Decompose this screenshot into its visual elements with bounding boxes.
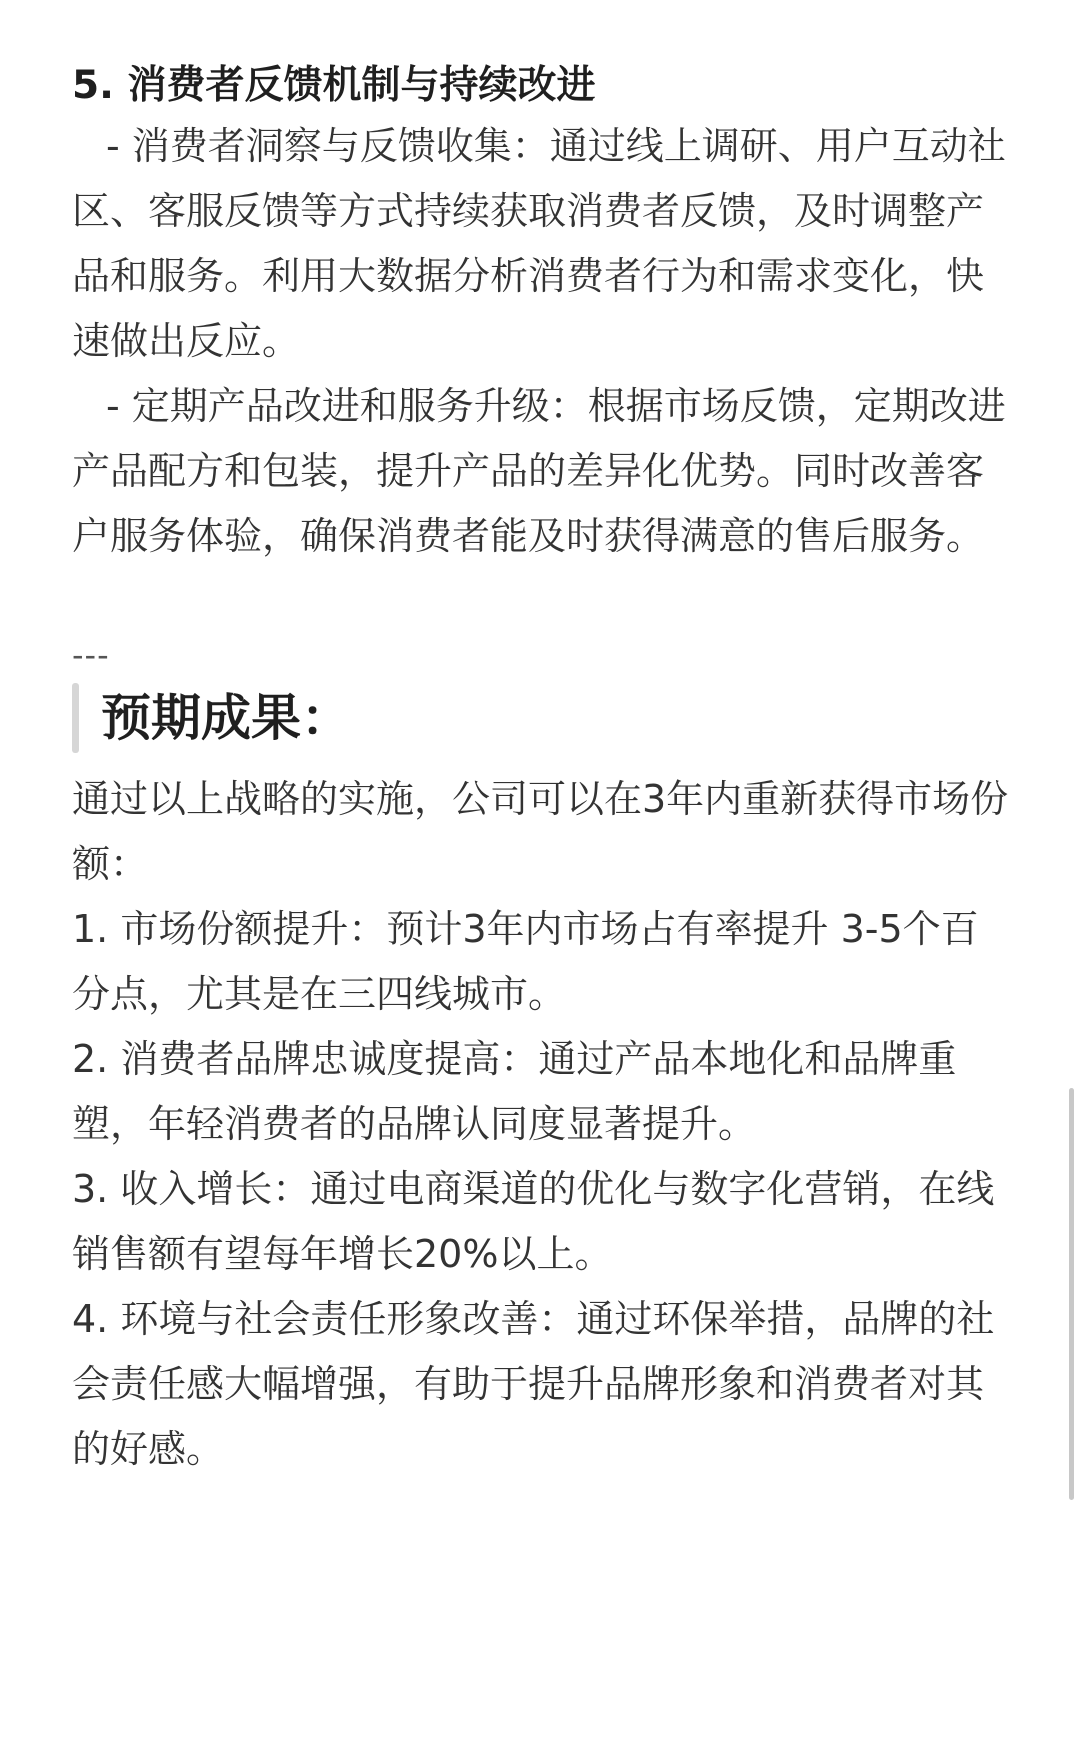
outcomes-heading-row: [72, 683, 1012, 753]
section-heading-feedback: 5. 消费者反馈机制与持续改进: [72, 63, 596, 108]
heading-accent-bar: [72, 683, 79, 753]
outcome-item-3: 3. 收入增长：通过电商渠道的优化与数字化营销，在线销售额有望每年增长20%以上。: [72, 1167, 995, 1276]
outcome-item-2: 2. 消费者品牌忠诚度提高：通过产品本地化和品牌重塑，年轻消费者的品牌认同度显著提升。: [72, 1037, 957, 1146]
divider: ---: [72, 636, 110, 674]
outcome-item-4: 4. 环境与社会责任形象改善：通过环保举措，品牌的社会责任感大幅增强，有助于提升品牌形象和消费者对其的好感。: [72, 1297, 995, 1471]
outcome-item-1: 1. 市场份额提升：预计3年内市场占有率提升 3-5个百分点，尤其是在三四线城市。: [72, 907, 979, 1016]
vertical-scrollbar[interactable]: [1069, 1088, 1074, 1500]
bullet-consumer-insight: - 消费者洞察与反馈收集：通过线上调研、用户互动社区、客服反馈等方式持续获取消费者反馈，及时调整产品和服务。利用大数据分析消费者行为和需求变化，快速做出反应。: [72, 124, 1006, 363]
bullet-product-improvement: - 定期产品改进和服务升级：根据市场反馈，定期改进产品配方和包装，提升产品的差异化优势。同时改善客户服务体验，确保消费者能及时获得满意的售后服务。: [72, 384, 1006, 558]
outcomes-heading: 预期成果：: [101, 689, 351, 747]
article-content: [72, 58, 1012, 1482]
outcomes-intro: 通过以上战略的实施，公司可以在3年内重新获得市场份额：: [72, 777, 1009, 886]
